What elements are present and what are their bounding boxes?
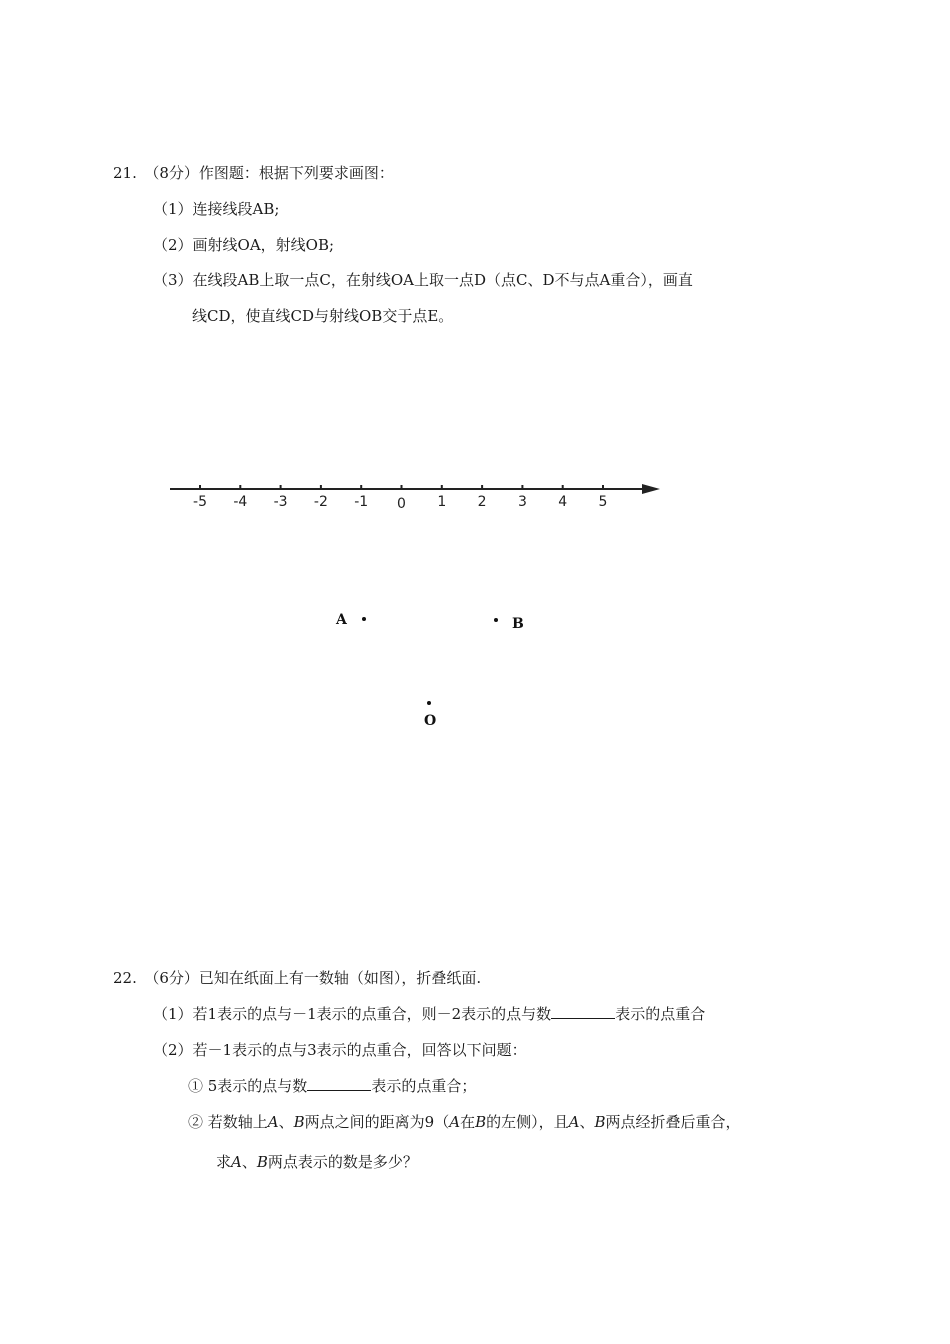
q22-sub-2-var-A: A — [568, 1113, 580, 1131]
number-line-tick-label: -3 — [273, 494, 288, 510]
point-O-label: O — [424, 713, 437, 729]
q22-sub-2-t7: 两点经折叠后重合， — [605, 1113, 741, 1131]
number-line-tick-label: -5 — [193, 494, 207, 510]
q22-sub-2-var-A: A — [267, 1113, 279, 1131]
q22-part-1-blank — [551, 1004, 615, 1019]
q22-part-1-text-b: 表示的点重合 — [615, 1005, 706, 1023]
q22-sub-2-t4: 在 — [460, 1113, 476, 1131]
point-O-dot — [427, 701, 431, 705]
q22-sub-2-var-A: A — [449, 1113, 461, 1131]
q22-sub-2-cont-t1: 求 — [216, 1153, 232, 1171]
q22-part-2: （2）若－1表示的点与3表示的点重合，回答以下问题： — [153, 1041, 527, 1059]
q22-sub-1-text-b: 表示的点重合； — [371, 1077, 477, 1095]
q22-sub-2-var-B: B — [594, 1113, 606, 1131]
q21-item-3-cont: 线CD，使直线CD与射线OB交于点E。 — [192, 307, 454, 325]
q22-sub-2-cont-var-B: B — [256, 1153, 268, 1171]
number-line-tick-label: 3 — [517, 494, 527, 510]
q22-sub-1-blank — [307, 1076, 371, 1091]
number-line-arrow — [642, 484, 660, 494]
number-line-tick-label: -1 — [354, 494, 369, 510]
point-B — [494, 616, 524, 632]
number-line-tick-label: 5 — [598, 494, 608, 510]
q22-sub-2-t5: 的左侧），且 — [486, 1113, 569, 1131]
q22-sub-2-cont-t2: 、 — [241, 1153, 257, 1171]
q21-item-2: （2）画射线OA，射线OB; — [153, 236, 335, 254]
q21-stem: 21. （8分）作图题：根据下列要求画图： — [113, 164, 394, 182]
number-line-tick-label: 4 — [558, 494, 568, 510]
q22-sub-1-text-a: ① 5表示的点与数 — [188, 1077, 308, 1095]
q22-sub-1 — [188, 1076, 476, 1096]
q22-part-1 — [153, 1004, 705, 1024]
point-A-dot — [362, 617, 366, 621]
number-line-tick-label: -4 — [233, 494, 248, 510]
point-A-label: A — [336, 612, 347, 628]
q21-item-1: （1）连接线段AB; — [153, 200, 280, 218]
q22-sub-2 — [188, 1112, 741, 1132]
point-B-dot — [494, 618, 498, 622]
number-line-tick-label: 1 — [437, 494, 447, 510]
q22-sub-2-t6: 、 — [579, 1113, 595, 1131]
q22-stem: 22. （6分）已知在纸面上有一数轴（如图），折叠纸面. — [113, 969, 482, 987]
q22-sub-2-cont — [216, 1152, 418, 1172]
q22-sub-2-cont-var-A: A — [231, 1153, 242, 1171]
q22-sub-2-var-B: B — [293, 1113, 305, 1131]
number-line-tick-label: 2 — [477, 494, 487, 510]
point-A — [335, 612, 366, 628]
number-line — [170, 484, 660, 512]
q22-sub-2-t3: 两点之间的距离为9（ — [304, 1113, 450, 1131]
q22-sub-2-t2: 、 — [278, 1113, 294, 1131]
number-line-tick-label: 0 — [397, 496, 406, 512]
number-line-tick-label: -2 — [313, 494, 328, 510]
q22-part-1-text-a: （1）若1表示的点与－1表示的点重合，则－2表示的点与数 — [153, 1005, 552, 1023]
q22-sub-2-t1: ② 若数轴上 — [188, 1113, 268, 1131]
q22-sub-2-var-B: B — [475, 1113, 487, 1131]
q21-item-3: （3）在线段AB上取一点C，在射线OA上取一点D（点C、D不与点A重合），画直 — [153, 271, 693, 289]
point-B-label: B — [512, 616, 524, 632]
q22-sub-2-cont-t3: 两点表示的数是多少？ — [267, 1153, 418, 1171]
point-O — [424, 701, 436, 729]
